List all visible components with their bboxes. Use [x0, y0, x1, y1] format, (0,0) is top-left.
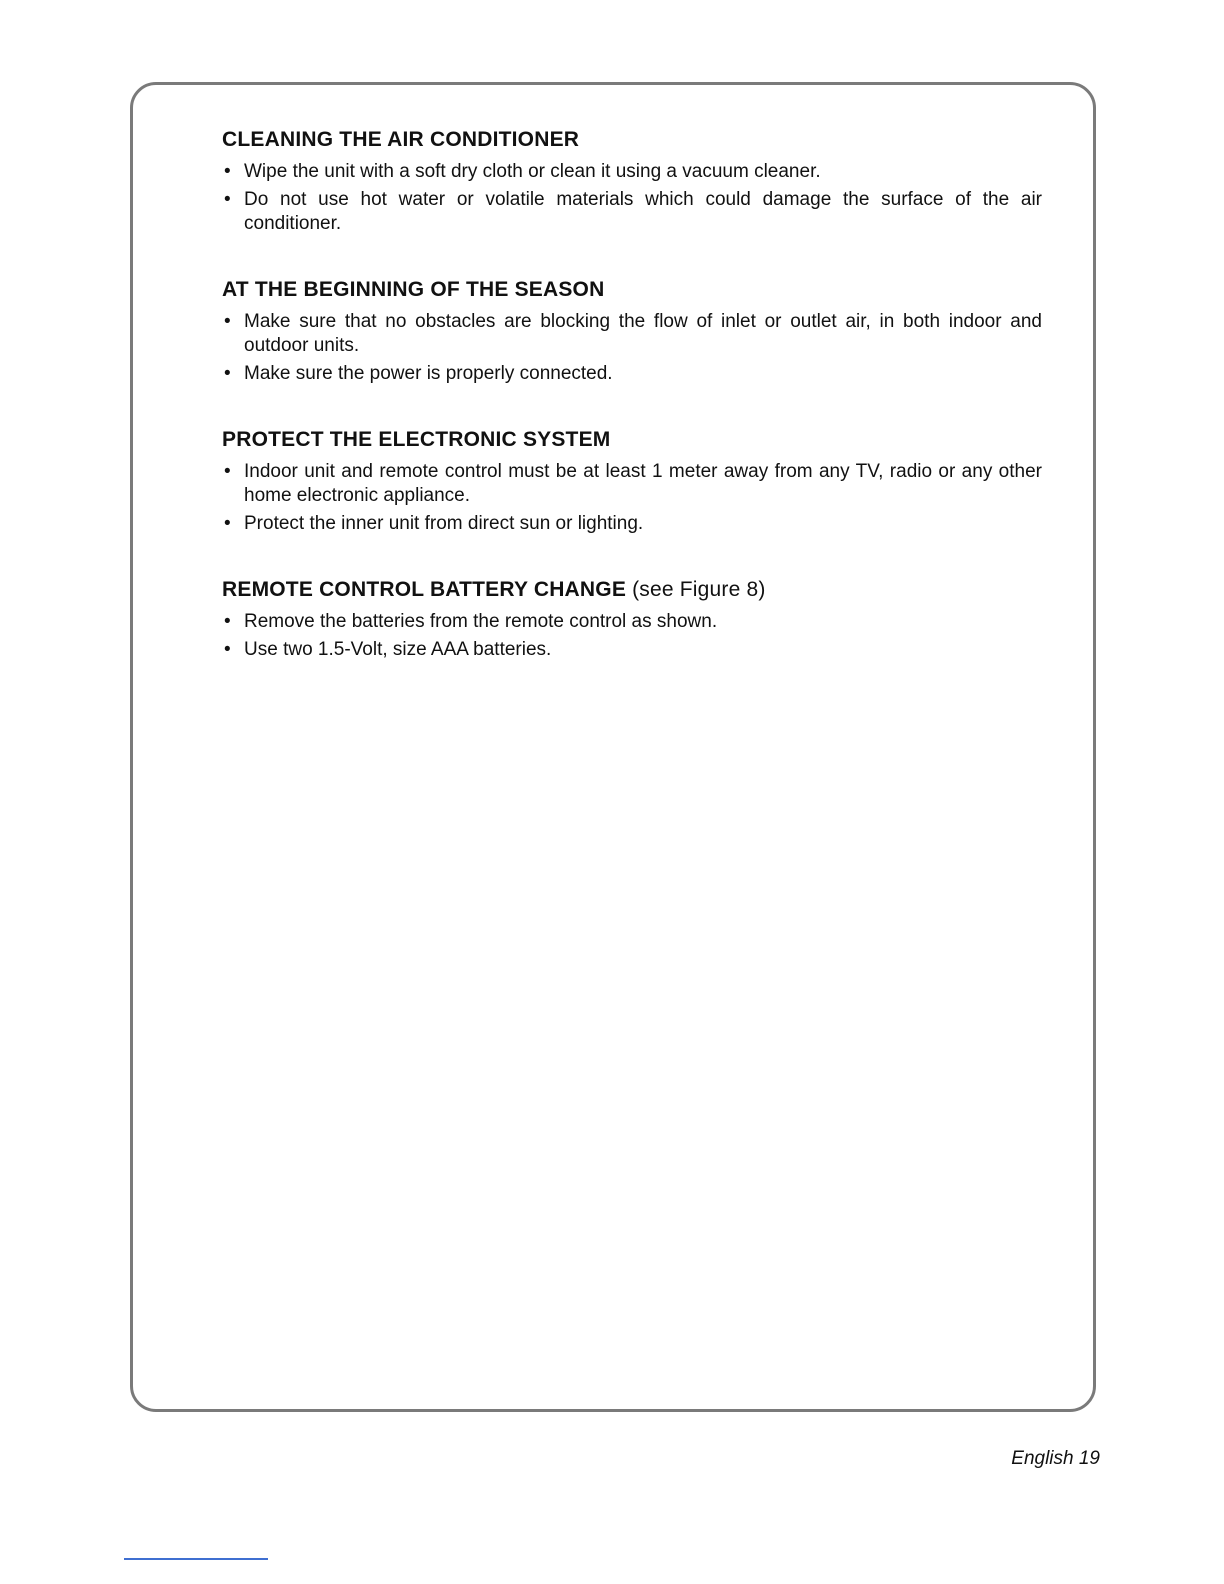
list-item: • Indoor unit and remote control must be at least 1 meter away from any TV, radio or any other home electronic appliance. — [222, 460, 1042, 508]
bullet-list — [222, 160, 1042, 236]
bullet-list — [222, 610, 1042, 662]
bullet-list — [222, 460, 1042, 536]
figure-reference: (see Figure 8) — [632, 578, 766, 601]
list-item: • Make sure the power is properly connected. — [222, 362, 1042, 386]
section-heading: AT THE BEGINNING OF THE SEASON — [222, 278, 605, 301]
section-protect-electronics — [222, 426, 1042, 536]
list-item: • Do not use hot water or volatile materials which could damage the surface of the air conditioner. — [222, 188, 1042, 236]
bullet-list — [222, 310, 1042, 386]
page-number: English 19 — [1011, 1448, 1100, 1469]
section-heading: CLEANING THE AIR CONDITIONER — [222, 128, 580, 151]
list-item: • Protect the inner unit from direct sun or lighting. — [222, 512, 1042, 536]
list-item: • Wipe the unit with a soft dry cloth or clean it using a vacuum cleaner. — [222, 160, 1042, 184]
section-heading: PROTECT THE ELECTRONIC SYSTEM — [222, 428, 611, 451]
list-item: • Remove the batteries from the remote control as shown. — [222, 610, 1042, 634]
section-cleaning — [222, 126, 1042, 236]
list-item: • Use two 1.5-Volt, size AAA batteries. — [222, 638, 1042, 662]
section-beginning-of-season — [222, 276, 1042, 386]
footer-rule — [124, 1558, 268, 1560]
section-battery-change — [222, 576, 1042, 662]
document-body — [222, 126, 1042, 702]
section-heading: REMOTE CONTROL BATTERY CHANGE (see Figure 8) — [222, 578, 766, 601]
list-item: • Make sure that no obstacles are blocking the flow of inlet or outlet air, in both indoor and outdoor units. — [222, 310, 1042, 358]
